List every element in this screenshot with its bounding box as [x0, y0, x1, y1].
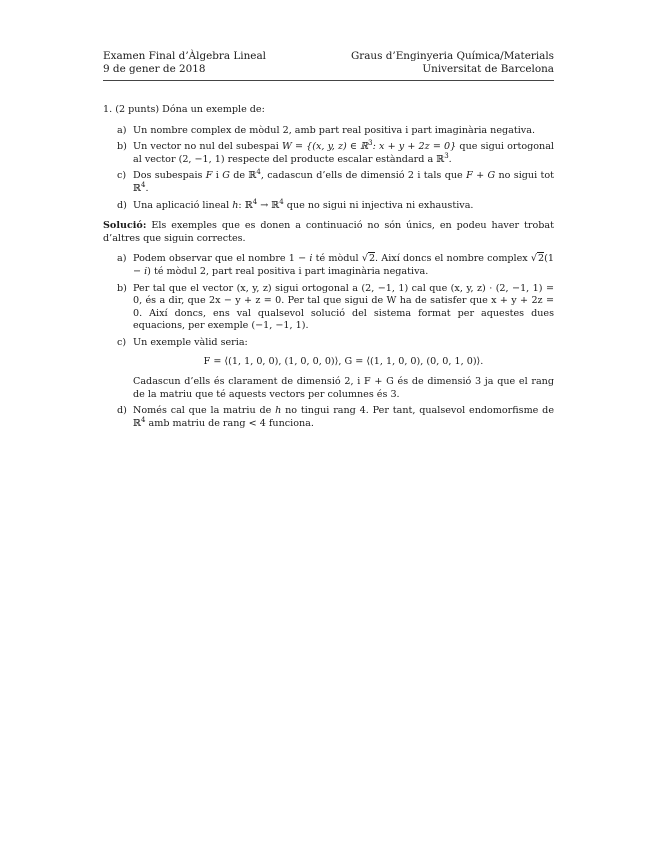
item-label: b) — [117, 141, 127, 153]
header-right — [351, 50, 554, 76]
question-item-a — [103, 125, 554, 138]
header-divider — [103, 80, 554, 81]
item-text: Un nombre complex de mòdul 2, amb part real positiva i part imaginària negativa. — [133, 124, 535, 136]
question-item-c — [103, 170, 554, 195]
display-equation: F = ⟨(1, 1, 0, 0), (1, 0, 0, 0)⟩, G = ⟨(1, 1, 0, 0), (0, 0, 1, 0)⟩. — [203, 355, 484, 367]
item-text: Un vector no nul del subespai W = {(x, y, z) ∈ ℝ$^3$: x + y + 2z = 0} que sigui ortogonal al vector (2, −1, 1) respecte del producte escalar estàndard a ℝ$^3$. — [133, 139, 554, 165]
item-label: c) — [117, 336, 127, 348]
example-intro: Un exemple vàlid seria: — [133, 336, 248, 348]
solution-item-d — [103, 405, 554, 430]
course-title: Examen Final d’Àlgebra Lineal — [103, 50, 266, 62]
item-label: a) — [117, 253, 127, 265]
item-label: d) — [117, 199, 127, 211]
item-text: Dos subespais F i G de ℝ$^4$, cadascun d’ells de dimensió 2 i tals que F + G no sigui tot ℝ$^4$. — [133, 168, 554, 194]
solution-item-c — [103, 337, 554, 401]
university-name: Universitat de Barcelona — [422, 63, 554, 75]
solution-heading: Solució: — [103, 220, 147, 232]
header-left — [103, 50, 266, 76]
item-text: Una aplicació lineal h: ℝ$^4$ → ℝ$^4$ que no sigui ni injectiva ni exhaustiva. — [133, 197, 474, 211]
question-item-b — [103, 141, 554, 166]
question-title: 1. (2 punts) Dóna un exemple de: — [103, 104, 265, 115]
item-text: Només cal que la matriu de h no tingui rang 4. Per tant, qualsevol endomorfisme de ℝ$^4$ amb matriu de rang < 4 funciona. — [133, 405, 554, 429]
item-text: Podem observar que el nombre 1 − i té mòdul √2. Així doncs el nombre complex √2(1 − i) té mòdul 2, part real positiva i part imaginària negativa. — [133, 253, 554, 277]
item-label: d) — [117, 405, 127, 417]
item-label: b) — [117, 282, 127, 294]
solution-intro: Solució: Els exemples que es donen a continuació no són únics, en podeu haver trobat d’altres que siguin correctes. — [103, 220, 554, 244]
item-text — [133, 337, 554, 401]
exam-date: 9 de gener de 2018 — [103, 63, 206, 75]
exam-body — [103, 104, 554, 434]
solution-item-b — [103, 283, 554, 333]
item-label: c) — [117, 170, 127, 182]
degree-name: Graus d’Enginyeria Química/Materials — [350, 50, 554, 62]
solution-item-a — [103, 253, 554, 278]
item-label: a) — [117, 124, 127, 136]
question-item-d — [103, 197, 554, 213]
item-text: Per tal que el vector (x, y, z) sigui ortogonal a (2, −1, 1) cal que (x, y, z) · (2, −1, 1) = 0, és a dir, que 2x − y + z = 0. Per tal que sigui de W ha de satisfer que x + y + 2z = 0. Així doncs, ens val qualsevol solució del sistema format per aquestes dues equacions, per exemple (−1, −1, 1). — [133, 282, 554, 332]
example-explanation: Cadascun d’ells és clarament de dimensió 2, i F + G és de dimensió 3 ja que el rang de la matriu que té aquests vectors per columnes és 3. — [133, 376, 554, 400]
